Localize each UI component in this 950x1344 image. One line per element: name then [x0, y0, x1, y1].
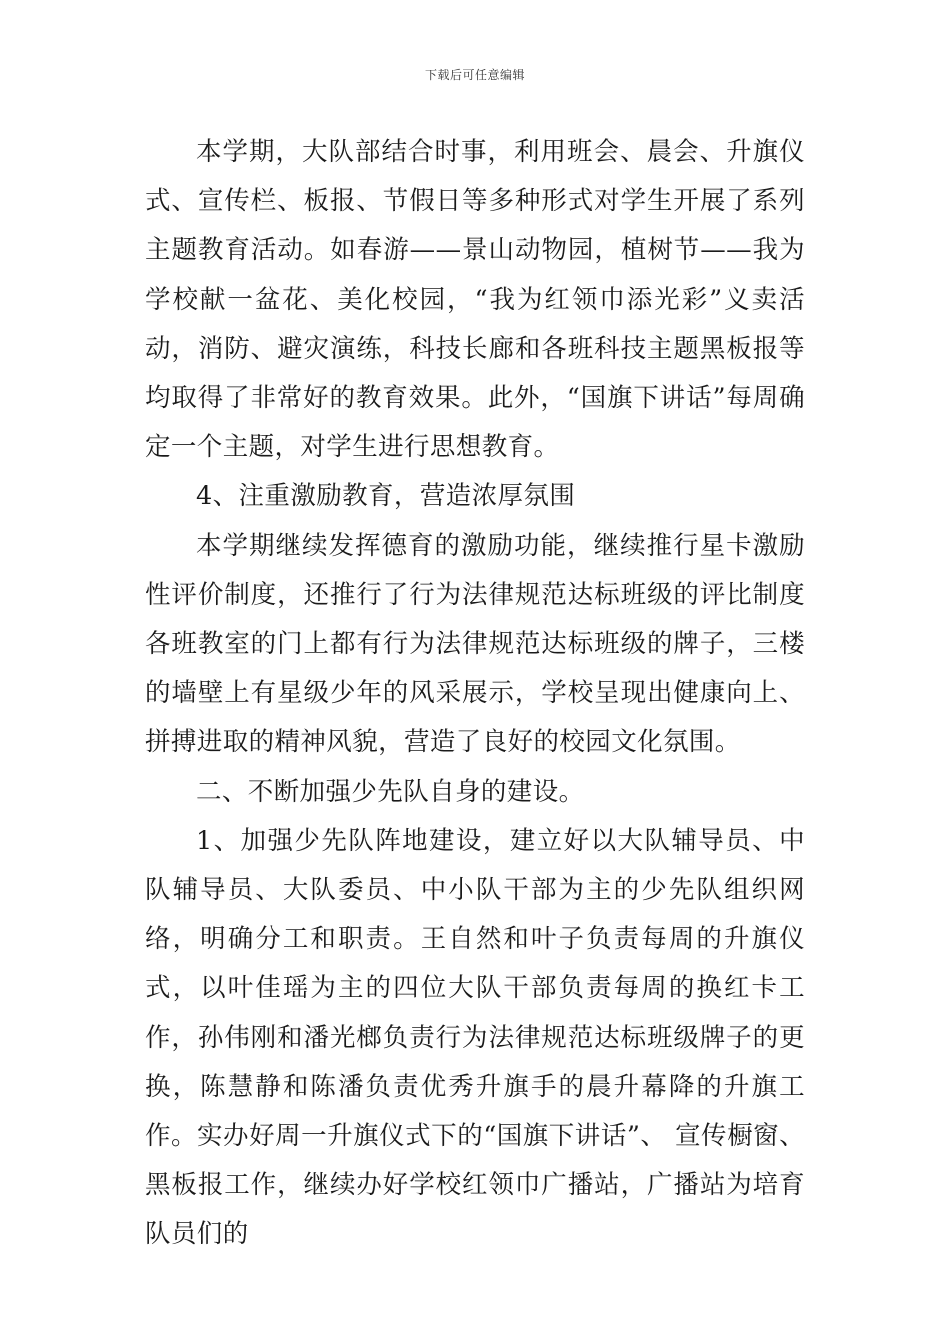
paragraph-activities: 本学期，大队部结合时事，利用班会、晨会、升旗仪式、宣传栏、板报、节假日等多种形式对学生开展了系列主题教育活动。如春游——景山动物园，植树节——我为学校献一盆花、美化校园，“我为红领巾添光彩”义卖活动，消防、避灾演练，科技长廊和各班科技主题黑板报等均取得了非常好的教育效果。此外，“国旗下讲话”每周确定一个主题，对学生进行思想教育。	[145, 137, 805, 463]
section-heading-incentive-education: 4、注重激励教育，营造浓厚氛围	[196, 481, 576, 512]
header-note: 下载后可任意编辑	[424, 68, 525, 82]
document-body	[145, 128, 805, 1260]
paragraph-incentive-education: 本学期继续发挥德育的激励功能，继续推行星卡激励性评价制度，还推行了行为法律规范达标班级的评比制度各班教室的门上都有行为法律规范达标班级的牌子，三楼的墙壁上有星级少年的风采展示，学校呈现出健康向上、拼搏进取的精神风貌，营造了良好的校园文化氛围。	[145, 530, 805, 758]
section-heading-team-building: 二、不断加强少先队自身的建设。	[196, 776, 585, 807]
paragraph-team-building: 1、加强少先队阵地建设，建立好以大队辅导员、中队辅导员、大队委员、中小队干部为主的少先队组织网络，明确分工和职责。王自然和叶子负责每周的升旗仪式，以叶佳瑶为主的四位大队干部负责每周的换红卡工作，孙伟刚和潘光榔负责行为法律规范达标班级牌子的更换，陈慧静和陈潘负责优秀升旗手的晨升幕降的升旗工作。实办好周一升旗仪式下的“国旗下讲话”、 宣传橱窗、黑板报工作，继续办好学校红领巾广播站，广播站为培育队员们的	[145, 825, 805, 1250]
